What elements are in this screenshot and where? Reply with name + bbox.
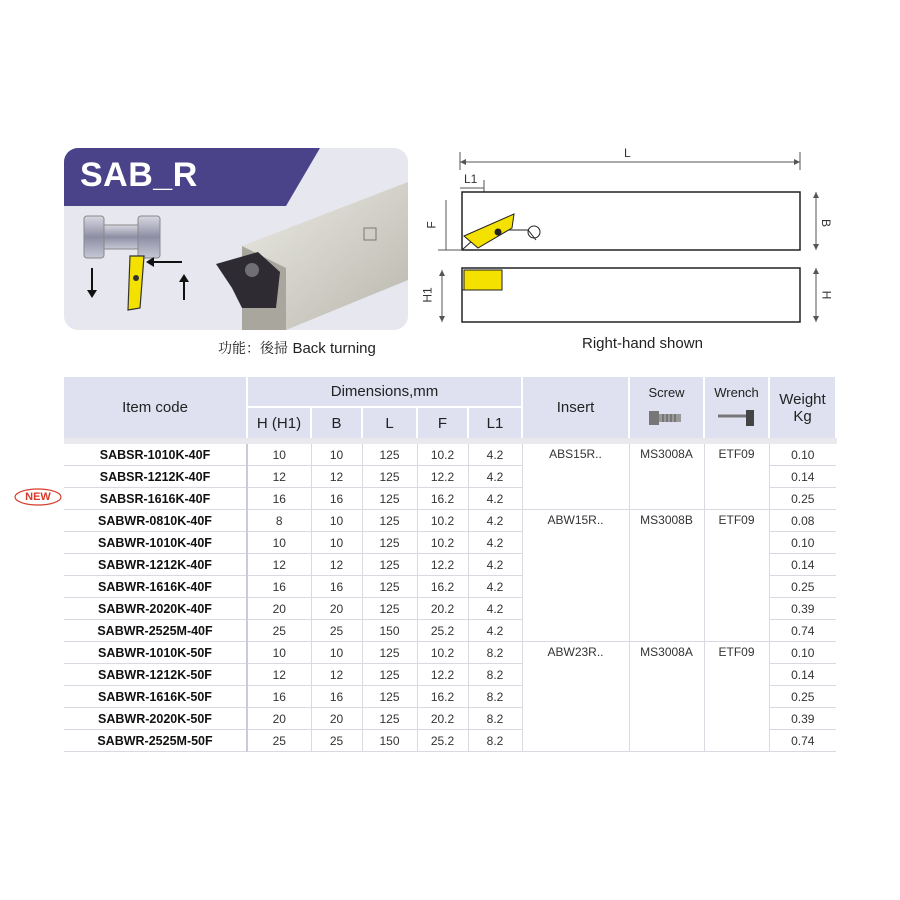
wrench-cell: ETF09: [704, 510, 769, 642]
b-cell: 12: [311, 466, 362, 488]
insert-cell: ABW15R..: [522, 510, 629, 642]
b-cell: 16: [311, 686, 362, 708]
f-cell: 10.2: [417, 642, 468, 664]
dimension-drawing: [418, 140, 838, 330]
f-cell: 20.2: [417, 598, 468, 620]
h-cell: 10: [247, 532, 311, 554]
screw-cell: MS3008B: [629, 510, 704, 642]
b-cell: 20: [311, 598, 362, 620]
insert-cell: ABS15R..: [522, 441, 629, 510]
cutting-direction-diagram: [78, 248, 198, 322]
spec-table: [64, 377, 837, 752]
b-cell: 20: [311, 708, 362, 730]
item-code-cell: SABWR-1010K-50F: [64, 642, 247, 664]
weight-cell: 0.39: [769, 708, 836, 730]
feature-caption: [218, 338, 376, 358]
weight-cell: 0.25: [769, 488, 836, 510]
f-cell: 16.2: [417, 488, 468, 510]
h-cell: 12: [247, 664, 311, 686]
h-cell: 8: [247, 510, 311, 532]
feature-en: Back turning: [292, 340, 376, 357]
product-title: SAB_R: [80, 156, 198, 194]
feature-cn: 功能：後掃: [218, 341, 288, 357]
l-cell: 125: [362, 708, 417, 730]
f-cell: 12.2: [417, 466, 468, 488]
item-code-cell: SABWR-1212K-40F: [64, 554, 247, 576]
h-cell: 20: [247, 708, 311, 730]
l-cell: 125: [362, 441, 417, 466]
table-row: [64, 510, 836, 532]
l1-cell: 4.2: [468, 620, 522, 642]
h-cell: 10: [247, 441, 311, 466]
item-code-cell: SABWR-1212K-50F: [64, 664, 247, 686]
f-cell: 10.2: [417, 532, 468, 554]
weight-cell: 0.39: [769, 598, 836, 620]
dim-label-l1: L1: [464, 172, 478, 186]
header-screw-label: Screw: [648, 385, 685, 400]
screw-cell: MS3008A: [629, 441, 704, 510]
f-cell: 10.2: [417, 441, 468, 466]
f-cell: 25.2: [417, 620, 468, 642]
item-code-cell: SABWR-0810K-40F: [64, 510, 247, 532]
header-l: L: [362, 407, 417, 441]
l-cell: 125: [362, 664, 417, 686]
f-cell: 12.2: [417, 554, 468, 576]
header-insert: Insert: [522, 377, 629, 441]
weight-cell: 0.25: [769, 686, 836, 708]
h-cell: 25: [247, 620, 311, 642]
item-code-cell: SABWR-1616K-50F: [64, 686, 247, 708]
dim-label-l: L: [624, 146, 631, 160]
new-badge-text: NEW: [25, 491, 51, 503]
header-b: B: [311, 407, 362, 441]
weight-cell: 0.10: [769, 642, 836, 664]
weight-cell: 0.74: [769, 730, 836, 752]
b-cell: 16: [311, 488, 362, 510]
f-cell: 10.2: [417, 510, 468, 532]
drawing-caption: Right-hand shown: [582, 335, 703, 352]
l-cell: 125: [362, 488, 417, 510]
item-code-cell: SABSR-1616K-40F: [64, 488, 247, 510]
drawing-lines: [418, 140, 838, 330]
header-weight-label: Weight: [779, 390, 826, 408]
b-cell: 12: [311, 554, 362, 576]
header-f: F: [417, 407, 468, 441]
l1-cell: 4.2: [468, 598, 522, 620]
l1-cell: 8.2: [468, 642, 522, 664]
l-cell: 150: [362, 620, 417, 642]
b-cell: 10: [311, 642, 362, 664]
item-code-cell: SABWR-2525M-40F: [64, 620, 247, 642]
b-cell: 25: [311, 620, 362, 642]
table-row: [64, 441, 836, 466]
l1-cell: 4.2: [468, 510, 522, 532]
item-code-cell: SABWR-1010K-40F: [64, 532, 247, 554]
table-row: [64, 642, 836, 664]
l1-cell: 4.2: [468, 466, 522, 488]
header-dimensions: Dimensions,mm: [247, 377, 522, 407]
l-cell: 150: [362, 730, 417, 752]
header-wrench-label: Wrench: [714, 385, 759, 400]
spec-table-body: [64, 441, 836, 752]
weight-cell: 0.14: [769, 664, 836, 686]
header-h-h1: H (H1): [247, 407, 311, 441]
item-code-cell: SABWR-1616K-40F: [64, 576, 247, 598]
header-weight: [769, 377, 836, 441]
wrench-cell: ETF09: [704, 441, 769, 510]
b-cell: 10: [311, 532, 362, 554]
item-code-cell: SABWR-2020K-50F: [64, 708, 247, 730]
h-cell: 16: [247, 686, 311, 708]
l-cell: 125: [362, 576, 417, 598]
l1-cell: 4.2: [468, 441, 522, 466]
h-cell: 20: [247, 598, 311, 620]
header-weight-unit: Kg: [793, 407, 812, 425]
item-code-cell: SABWR-2525M-50F: [64, 730, 247, 752]
l1-cell: 8.2: [468, 686, 522, 708]
weight-cell: 0.10: [769, 532, 836, 554]
l-cell: 125: [362, 510, 417, 532]
new-badge: [14, 488, 62, 506]
f-cell: 16.2: [417, 576, 468, 598]
b-cell: 10: [311, 441, 362, 466]
header-screw: [629, 377, 704, 441]
weight-cell: 0.14: [769, 554, 836, 576]
item-code-cell: SABWR-2020K-40F: [64, 598, 247, 620]
l1-cell: 8.2: [468, 664, 522, 686]
h-cell: 12: [247, 554, 311, 576]
l1-cell: 4.2: [468, 576, 522, 598]
l-cell: 125: [362, 598, 417, 620]
wrench-icon: [712, 408, 762, 428]
weight-cell: 0.74: [769, 620, 836, 642]
l1-cell: 8.2: [468, 730, 522, 752]
b-cell: 10: [311, 510, 362, 532]
l-cell: 125: [362, 642, 417, 664]
l-cell: 125: [362, 554, 417, 576]
f-cell: 20.2: [417, 708, 468, 730]
b-cell: 16: [311, 576, 362, 598]
f-cell: 12.2: [417, 664, 468, 686]
dim-label-b: B: [819, 218, 834, 228]
item-code-cell: SABSR-1212K-40F: [64, 466, 247, 488]
l1-cell: 4.2: [468, 532, 522, 554]
l-cell: 125: [362, 466, 417, 488]
l1-cell: 8.2: [468, 708, 522, 730]
l-cell: 125: [362, 532, 417, 554]
dim-label-h1: H1: [420, 287, 435, 303]
wrench-cell: ETF09: [704, 642, 769, 752]
screw-cell: MS3008A: [629, 642, 704, 752]
l1-cell: 4.2: [468, 554, 522, 576]
h-cell: 16: [247, 576, 311, 598]
weight-cell: 0.25: [769, 576, 836, 598]
item-code-cell: SABSR-1010K-40F: [64, 441, 247, 466]
b-cell: 12: [311, 664, 362, 686]
screw-icon: [647, 408, 687, 428]
h-cell: 10: [247, 642, 311, 664]
b-cell: 25: [311, 730, 362, 752]
header-wrench: [704, 377, 769, 441]
header-l1: L1: [468, 407, 522, 441]
dim-label-h: H: [819, 290, 834, 300]
h-cell: 16: [247, 488, 311, 510]
weight-cell: 0.08: [769, 510, 836, 532]
product-header-card: [64, 148, 408, 330]
dim-label-f: F: [424, 221, 439, 229]
weight-cell: 0.10: [769, 441, 836, 466]
header-item-code: Item code: [64, 377, 247, 441]
f-cell: 16.2: [417, 686, 468, 708]
l1-cell: 4.2: [468, 488, 522, 510]
insert-cell: ABW23R..: [522, 642, 629, 752]
h-cell: 12: [247, 466, 311, 488]
h-cell: 25: [247, 730, 311, 752]
l-cell: 125: [362, 686, 417, 708]
f-cell: 25.2: [417, 730, 468, 752]
weight-cell: 0.14: [769, 466, 836, 488]
toolholder-image: [214, 168, 408, 330]
